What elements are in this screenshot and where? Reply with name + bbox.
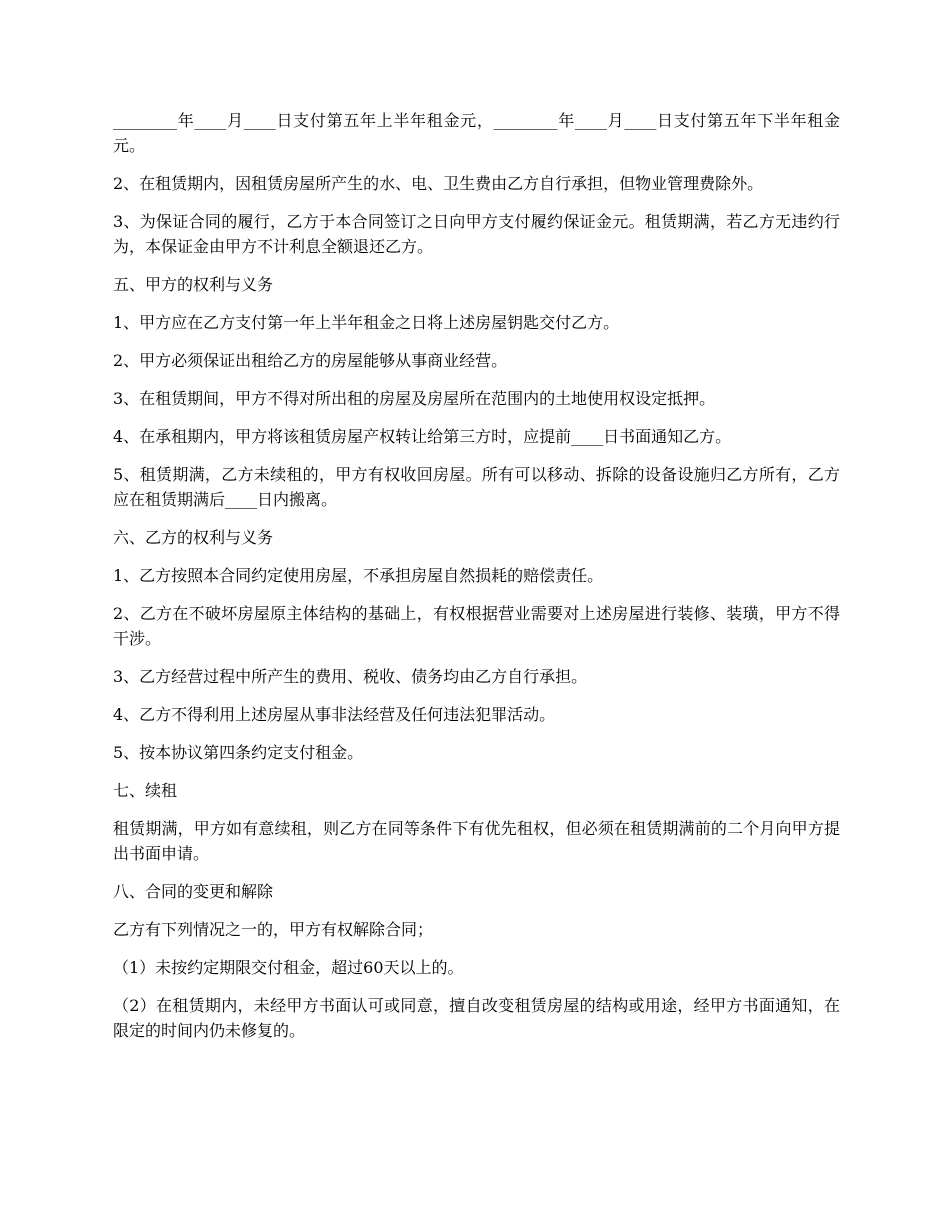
clause-6-2: 2、乙方在不破坏房屋原主体结构的基础上，有权根据营业需要对上述房屋进行装修、装璜，甲方不得干涉。 [113, 604, 840, 648]
section-8-heading: 八、合同的变更和解除 [113, 882, 274, 901]
clause-7-renewal: 租赁期满，甲方如有意续租，则乙方在同等条件下有优先租权，但必须在租赁期满前的二个月向甲方提出书面申请。 [113, 819, 840, 863]
section-5-heading: 五、甲方的权利与义务 [113, 275, 274, 294]
clause-5-3: 3、在租赁期间，甲方不得对所出租的房屋及房屋所在范围内的土地使用权设定抵押。 [113, 389, 716, 408]
clause-5-5: 5、租赁期满，乙方未续租的，甲方有权收回房屋。所有可以移动、拆除的设备设施归乙方所有，乙方应在租赁期满后____日内搬离。 [113, 465, 840, 509]
section-6-heading: 六、乙方的权利与义务 [113, 528, 274, 547]
clause-4-2-utilities: 2、在租赁期内，因租赁房屋所产生的水、电、卫生费由乙方自行承担，但物业管理费除外。 [113, 174, 764, 193]
clause-5-2: 2、甲方必须保证出租给乙方的房屋能够从事商业经营。 [113, 351, 508, 370]
clause-8-item-2: （2）在租赁期内，未经甲方书面认可或同意，擅自改变租赁房屋的结构或用途，经甲方书面通知，在限定的时间内仍未修复的。 [113, 996, 840, 1040]
clause-8-item-1: （1）未按约定期限交付租金，超过60天以上的。 [113, 958, 464, 977]
clause-5-4: 4、在承租期内，甲方将该租赁房屋产权转让给第三方时，应提前____日书面通知乙方。 [113, 427, 732, 446]
clause-4-3-deposit: 3、为保证合同的履行，乙方于本合同签订之日向甲方支付履约保证金元。租赁期满，若乙方无违约行为，本保证金由甲方不计利息全额退还乙方。 [113, 212, 840, 256]
clause-6-1: 1、乙方按照本合同约定使用房屋，不承担房屋自然损耗的赔偿责任。 [113, 566, 604, 585]
clause-6-5: 5、按本协议第四条约定支付租金。 [113, 743, 364, 762]
payment-schedule-paragraph: ________年____月____日支付第五年上半年租金元，________年____月____日支付第五年下半年租金元。 [113, 111, 840, 155]
clause-6-4: 4、乙方不得利用上述房屋从事非法经营及任何违法犯罪活动。 [113, 705, 556, 724]
clause-5-1: 1、甲方应在乙方支付第一年上半年租金之日将上述房屋钥匙交付乙方。 [113, 313, 620, 332]
clause-8-intro: 乙方有下列情况之一的，甲方有权解除合同； [113, 920, 434, 939]
clause-6-3: 3、乙方经营过程中所产生的费用、税收、债务均由乙方自行承担。 [113, 667, 588, 686]
section-7-heading: 七、续租 [113, 781, 178, 800]
document-page [113, 108, 840, 1056]
